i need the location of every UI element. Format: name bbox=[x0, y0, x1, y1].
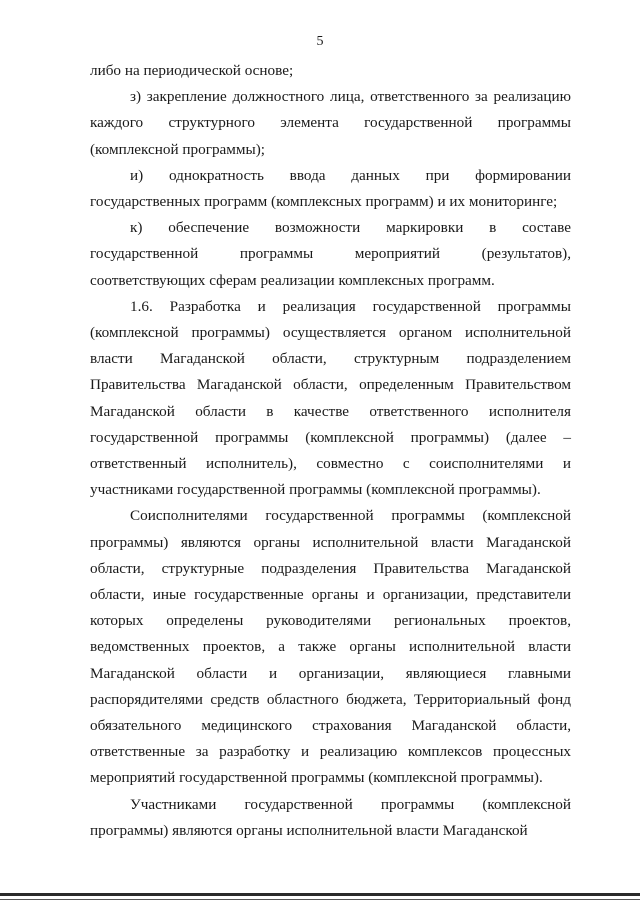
page-bottom-border-thin bbox=[0, 899, 640, 900]
paragraph-continuation: либо на периодической основе; bbox=[90, 62, 294, 79]
paragraph-participants: Участниками государственной программы (комплексной программы) являются органы исполнительной власти Магаданской bbox=[90, 795, 571, 839]
page-number: 5 bbox=[316, 34, 324, 49]
page-bottom-border bbox=[0, 893, 640, 896]
paragraph-item-i: и) однократность ввода данных при формировании государственных программ (комплексных программ) и их мониторинге; bbox=[90, 166, 571, 211]
paragraph-co-executors: Соисполнителями государственной программы (комплексной программы) являются органы исполнительной власти Магаданской области, структурные подразделения Правительства Магаданской области, иные государственные органы и организации, представители которых определены руководителями региональных проектов, ведомственных проектов, а также органы исполнительной власти Магаданской области и организации, являющиеся главными распорядителями средств областного бюджета, Территориальный фонд обязательного медицинского страхования Магаданской области, ответственные за разработку и реализацию комплексов процессных мероприятий государственной программы (комплексной программы). bbox=[90, 507, 571, 787]
paragraph-item-k: к) обеспечение возможности маркировки в составе государственной программы мероприятий (результатов), соответствующих сферам реализации комплексных программ. bbox=[90, 219, 571, 289]
paragraph-section-1-6: 1.6. Разработка и реализация государственной программы (комплексной программы) осуществляется органом исполнительной власти Магаданской области, структурным подразделением Правительства Магаданской области, определенным Правительством Магаданской области в качестве ответственного исполнителя государственной программы (комплексной программы) (далее – ответственный исполнитель), совместно с соисполнителями и участниками государственной программы (комплексной программы). bbox=[90, 297, 571, 499]
paragraph-item-z: з) закрепление должностного лица, ответственного за реализацию каждого структурного элемента государственной программы (комплексной программы); bbox=[90, 88, 571, 158]
document-body bbox=[90, 58, 571, 844]
